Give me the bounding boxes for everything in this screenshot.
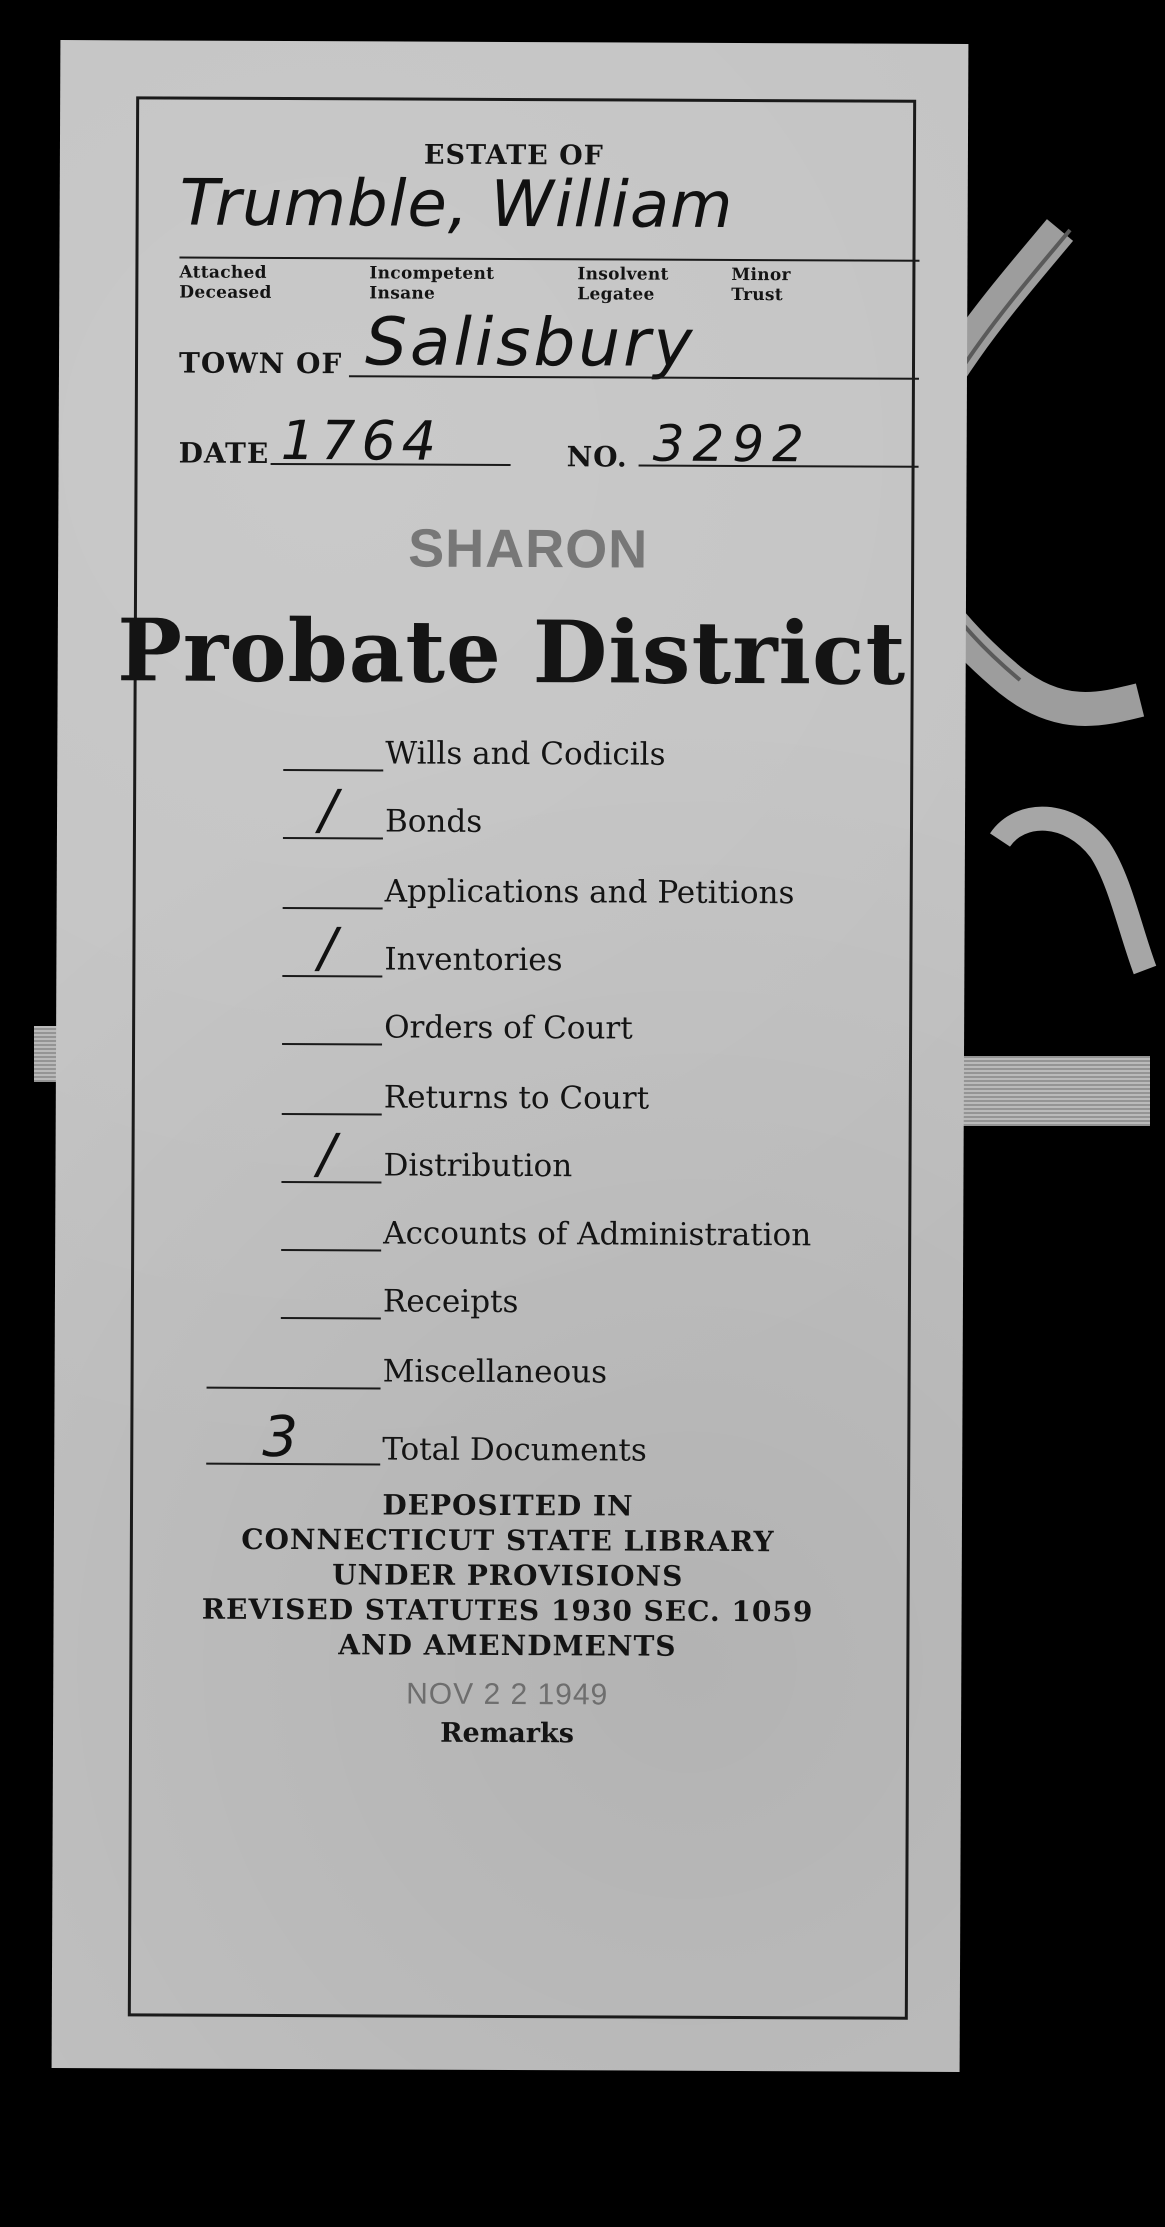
inventories-count: /: [318, 916, 337, 980]
receipts-blank: [281, 1317, 381, 1319]
deposit-notice: DEPOSITED IN CONNECTICUT STATE LIBRARY UNDER PROVISIONS REVISED STATUTES 1930 SEC. 1059 AND AMENDMENTS: [201, 1488, 814, 1663]
miscellaneous-label: Miscellaneous: [382, 1353, 608, 1391]
date-label: DATE: [178, 436, 270, 470]
district-stamp: SHARON: [408, 518, 649, 580]
date-stamp: NOV 2 2 1949: [406, 1677, 609, 1712]
orders-label: Orders of Court: [384, 1009, 633, 1047]
probate-district-title: Probate District: [117, 600, 907, 705]
no-label: NO.: [566, 440, 628, 474]
category-incompetent-insane: Incompetent Insane: [369, 263, 495, 304]
probate-folder-card: [52, 40, 969, 2072]
distribution-blank: [281, 1181, 381, 1183]
returns-blank: [282, 1113, 382, 1115]
remarks-label: Remarks: [440, 1717, 575, 1750]
bonds-label: Bonds: [384, 803, 483, 840]
town-value: Salisbury: [364, 303, 696, 382]
no-value: 3292: [652, 414, 813, 474]
inventories-blank: [282, 975, 382, 977]
applications-blank: [283, 907, 383, 909]
applications-label: Applications and Petitions: [384, 873, 795, 912]
category-minor-trust: Minor Trust: [731, 264, 791, 306]
accounts-blank: [281, 1249, 381, 1251]
inventories-label: Inventories: [384, 941, 563, 979]
wills-label: Wills and Codicils: [385, 735, 666, 773]
returns-label: Returns to Court: [383, 1079, 650, 1117]
distribution-label: Distribution: [383, 1147, 573, 1185]
category-attached-deceased: Attached Deceased: [179, 262, 272, 303]
date-value: 1764: [280, 408, 443, 473]
receipts-label: Receipts: [382, 1283, 519, 1321]
town-label: TOWN OF: [178, 346, 343, 381]
estate-name: Trumble, William: [179, 166, 734, 243]
accounts-label: Accounts of Administration: [383, 1215, 812, 1254]
total-count: 3: [262, 1404, 299, 1471]
category-insolvent-legatee: Insolvent Legatee: [577, 264, 669, 305]
estate-heading: ESTATE OF: [423, 139, 604, 172]
orders-blank: [282, 1043, 382, 1045]
distribution-count: /: [317, 1122, 336, 1186]
total-label: Total Documents: [382, 1431, 647, 1469]
bonds-count: /: [318, 778, 338, 842]
right-ribbon: [962, 1056, 1150, 1126]
